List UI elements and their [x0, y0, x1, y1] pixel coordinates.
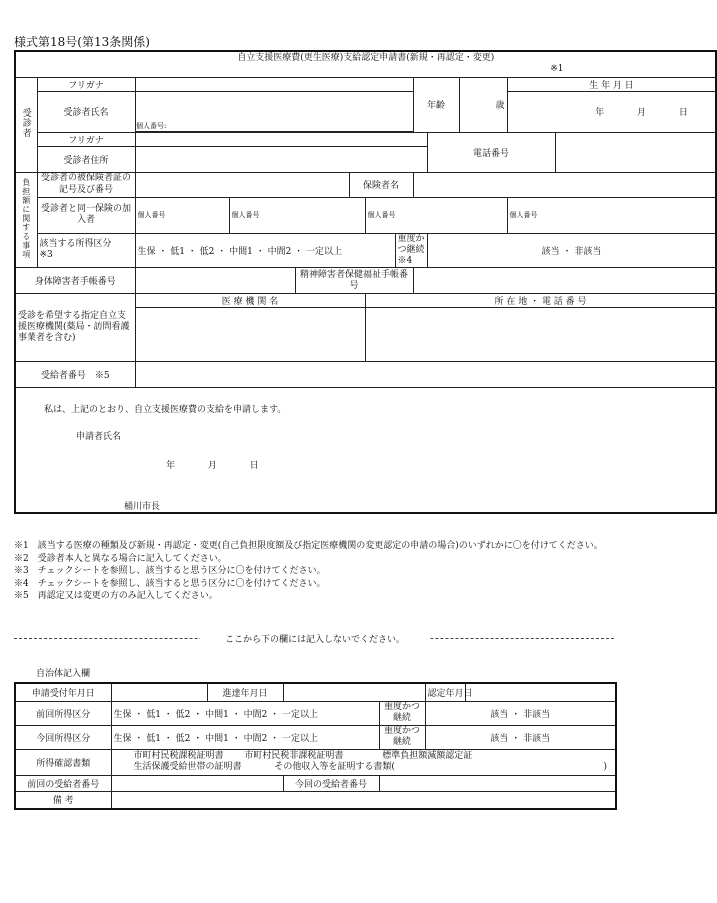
institution-header: 医 療 機 関 名 [135, 294, 365, 308]
declaration-cell [15, 388, 716, 514]
received-date-label: 申請受付年月日 [15, 683, 111, 701]
form-number: 様式第18号(第13条関係) [14, 35, 150, 49]
kojin-bango-label: 個人番号: [136, 122, 167, 130]
address-label: 受診者住所 [37, 146, 135, 172]
doc1[interactable]: 市町村民税課税証明書 [133, 750, 224, 761]
progress-date-label: 進達年月日 [207, 683, 283, 701]
med-address-field[interactable] [365, 308, 716, 362]
burden-section-label: 負担額に関する事項 [15, 172, 37, 268]
severe-options[interactable]: 該当 ・ 非該当 [427, 233, 716, 268]
progress-date-field[interactable] [283, 683, 425, 701]
same-insurance-label: 受診者と同一保険の加入者 [37, 197, 135, 233]
prev-severe-label: 重度かつ継続 [379, 701, 425, 725]
severe-label: 重度かつ継続※4 [395, 233, 427, 268]
divider-text: ここから下の欄には記入しないでください。 [200, 632, 430, 645]
curr-severe-options[interactable]: 該当 ・ 非該当 [425, 725, 616, 749]
prev-severe-options[interactable]: 該当 ・ 非該当 [425, 701, 616, 725]
approved-date-field[interactable] [465, 683, 616, 701]
office-heading: 自治体記入欄 [36, 669, 91, 679]
note-2: ※2 受診者本人と異なる場合に記入してください。 [14, 553, 227, 564]
prev-recipient-field[interactable] [111, 775, 283, 791]
address-furigana-label: フリガナ [37, 132, 135, 146]
approved-date-label: 認定年月日 [425, 683, 465, 701]
doc5[interactable]: その他収入等を証明する書類( [274, 762, 395, 772]
prev-recipient-label: 前回の受給者番号 [15, 775, 111, 791]
application-form [14, 50, 717, 514]
insured-label: 受診者の被保険者証の記号及び番号 [37, 172, 135, 197]
doc2[interactable]: 市町村民税非課税証明書 [244, 750, 344, 761]
age-label: 年齢 [413, 77, 459, 132]
income-label: 該当する所得区分 ※3 [37, 233, 135, 268]
note-1: ※1 該当する医療の種類及び新規・再認定・変更(自己負担限度額及び指定医療機関の変更認定の申請の場合)のいずれかに〇を付けてください。 [14, 541, 603, 551]
disability-book-label: 身体障害者手帳番号 [15, 268, 135, 294]
prev-income-options[interactable]: 生保 ・ 低1 ・ 低2 ・ 中間1 ・ 中間2 ・ 一定以上 [111, 701, 379, 725]
patient-section-label: 受診者 [15, 77, 37, 172]
curr-severe-label: 重度かつ継続 [379, 725, 425, 749]
member4-bango[interactable]: 個人番号 [507, 197, 716, 233]
declaration-date[interactable]: 年 月 日 [166, 461, 259, 472]
prev-income-label: 前回所得区分 [15, 701, 111, 725]
med-address-header: 所 在 地 ・ 電 話 番 号 [365, 294, 716, 308]
dob-field[interactable]: 年 月 日 [507, 91, 716, 132]
phone-label: 電話番号 [427, 132, 555, 172]
mental-book-label: 精神障害者保健福祉手帳番号 [295, 268, 413, 294]
phone-field[interactable] [555, 132, 716, 172]
title-note: ※1 [550, 64, 564, 75]
insured-number-field[interactable] [135, 172, 349, 197]
member2-bango[interactable]: 個人番号 [229, 197, 365, 233]
doc5-close: ) [603, 762, 608, 772]
address-furigana-field[interactable] [135, 132, 427, 146]
income-docs-label: 所得確認書類 [15, 749, 111, 775]
notes [14, 540, 614, 603]
member1-bango[interactable]: 個人番号 [135, 197, 229, 233]
income-docs-field[interactable] [111, 749, 616, 775]
mental-book-field[interactable] [413, 268, 716, 294]
age-field[interactable]: 歳 [459, 77, 507, 132]
disability-book-field[interactable] [135, 268, 295, 294]
curr-income-label: 今回所得区分 [15, 725, 111, 749]
received-date-field[interactable] [111, 683, 207, 701]
mayor-name: 桶川市長 [124, 502, 161, 513]
address-field[interactable] [135, 146, 427, 172]
insurer-field[interactable] [413, 172, 716, 197]
form-title-cell [15, 51, 716, 77]
dob-label: 生 年 月 日 [507, 77, 716, 91]
curr-recipient-label: 今回の受給者番号 [283, 775, 379, 791]
insurer-label: 保険者名 [349, 172, 413, 197]
note-3: ※3 チェックシートを参照し、該当すると思う区分に〇を付けてください。 [14, 566, 326, 576]
office-table [14, 682, 617, 810]
furigana-name-field[interactable] [135, 77, 413, 91]
member3-bango[interactable]: 個人番号 [365, 197, 507, 233]
recipient-number-field[interactable] [135, 362, 716, 388]
patient-name-field[interactable] [135, 91, 413, 131]
remarks-label: 備 考 [15, 791, 111, 809]
curr-income-options[interactable]: 生保 ・ 低1 ・ 低2 ・ 中間1 ・ 中間2 ・ 一定以上 [111, 725, 379, 749]
doc3[interactable]: 標準負担額減額認定証 [382, 750, 473, 761]
remarks-field[interactable] [111, 791, 616, 809]
note-4: ※4 チェックシートを参照し、該当すると思う区分に〇を付けてください。 [14, 578, 326, 589]
income-options[interactable]: 生保 ・ 低1 ・ 低2 ・ 中間1 ・ 中間2 ・ 一定以上 [135, 233, 395, 268]
medical-label: 受診を希望する指定自立支援医療機関(薬局・訪問看護事業者を含む) [15, 294, 135, 362]
curr-recipient-field[interactable] [379, 775, 616, 791]
furigana-label: フリガナ [37, 77, 135, 91]
declaration-text: 私は、上記のとおり、自立支援医療費の支給を申請します。 [44, 405, 287, 416]
form-title: 自立支援医療費(更生医療)支給認定申請書(新規・再認定・変更) [237, 53, 495, 63]
note-5: ※5 再認定又は変更の方のみ記入してください。 [14, 591, 218, 601]
applicant-label: 申請者氏名 [76, 432, 122, 443]
recipient-number-label: 受給者番号 ※5 [15, 362, 135, 388]
patient-name-label: 受診者氏名 [37, 91, 135, 132]
institution-field[interactable] [135, 308, 365, 362]
doc4[interactable]: 生活保護受給世帯の証明書 [133, 762, 242, 772]
